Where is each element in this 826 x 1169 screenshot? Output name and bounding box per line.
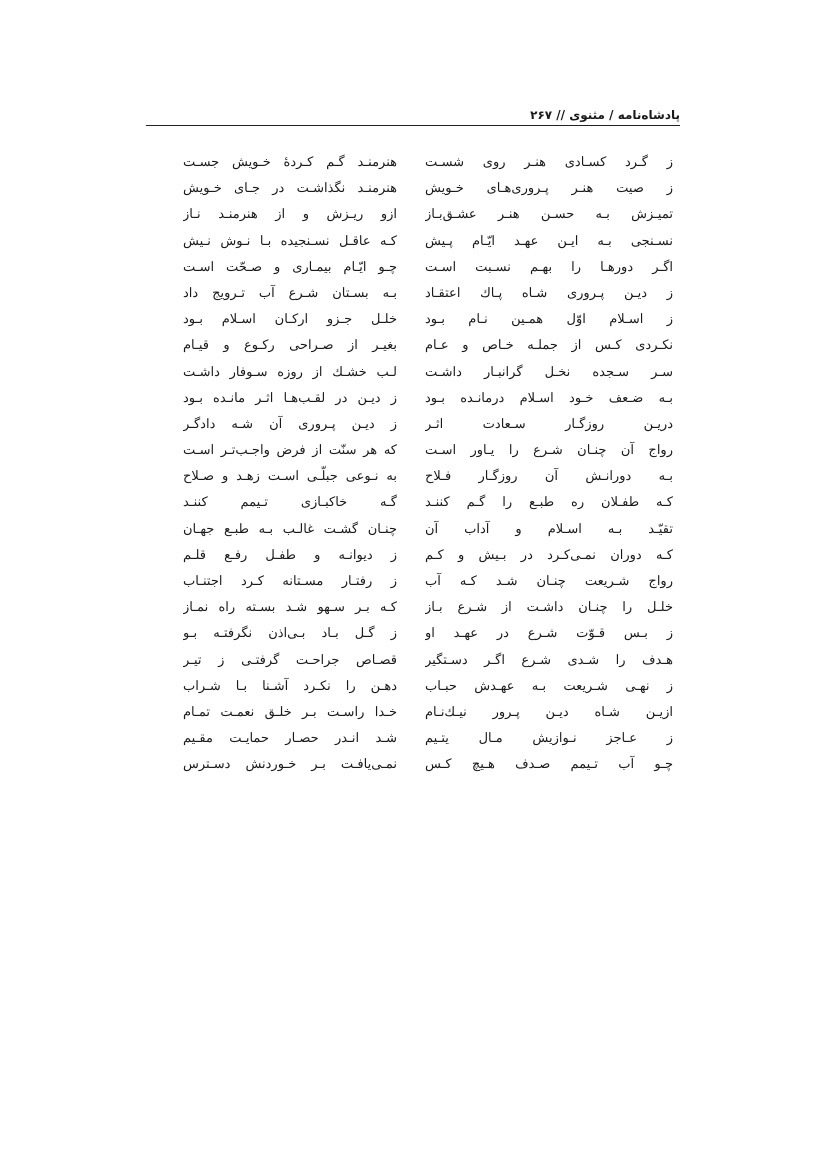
hemistich-left-1: هنرمنـد گـم كـردهٔ خـویش جسـت: [183, 155, 397, 170]
hemistich-left-11: ز دیـن پـروری آن شـه دادگـر: [183, 416, 397, 432]
hemistich-right-4: نسـنجی بـه ایـن عهـد ایّـام پـیش: [425, 233, 673, 249]
hemistich-left-15: چنـان گشـت غالـب بـه طبـع جهـان: [183, 521, 397, 537]
header-rule: [146, 125, 680, 126]
hemistich-left-18: كـه بـر سـهو شـد بسـته راه نمـاز: [183, 600, 397, 616]
hemistich-right-21: ز نهـی شـریعت بـه عهـدش حبـاب: [425, 678, 673, 694]
hemistich-left-12: كه هر سنّت از فرض واجـب‌تـر اسـت: [183, 443, 397, 459]
hemistich-left-20: قصـاص جراحـت گرفتـی ز تیـر: [183, 652, 397, 668]
hemistich-right-23: ز عـاجز نـوازیش مـال یتـیم: [425, 731, 673, 747]
hemistich-right-13: بـه دورانـش آن روزگـار فـلاح: [425, 469, 673, 485]
hemistich-left-16: ز دیوانـه و طفـل رفـع قلـم: [183, 547, 397, 563]
hemistich-left-21: دهـن را نكـرد آشـنا بـا شـراب: [183, 678, 397, 694]
hemistich-left-7: خلـل جـزو اركـان اسـلام بـود: [183, 312, 397, 328]
running-header: پادشاه‌نامه / مثنوی // ۲۶۷: [530, 108, 680, 122]
hemistich-right-16: كـه دوران نمـی‌كـرد در بـیش و كـم: [425, 547, 673, 563]
hemistich-left-9: لـب خشـك از روزه سـوفار داشـت: [183, 364, 397, 380]
hemistich-right-12: رواج آن چنـان شـرع را یـاور اسـت: [425, 443, 673, 459]
hemistich-right-9: سـر سـجده نخـل گرانبـار داشـت: [425, 364, 673, 380]
hemistich-right-15: تقیّـد بـه اسـلام و آداب آن: [425, 521, 673, 537]
hemistich-right-22: ازیـن شـاه دیـن پـرور نیـك‌نـام: [425, 704, 673, 720]
hemistich-left-3: ازو ریـزش و از هنرمنـد نـاز: [183, 207, 397, 223]
verse-column-left: [183, 150, 397, 773]
hemistich-right-18: خلـل را چنـان داشـت از شـرع بـاز: [425, 600, 673, 616]
hemistich-right-14: كـه طفـلان ره طبـع را گـم كننـد: [425, 495, 673, 511]
hemistich-right-24: چـو آب تـیمم صـدف هـیچ كـس: [425, 757, 673, 773]
hemistich-left-17: ز رفتـار مسـتانه كـرد اجتنـاب: [183, 574, 397, 589]
hemistich-right-1: ز گـرد كسـادی هنـر روی شسـت: [425, 155, 673, 170]
hemistich-right-19: ز بـس قـوّت شـرع در عهـد او: [425, 626, 673, 642]
hemistich-left-10: ز دیـن در لقـب‌هـا اثـر مانـده بـود: [183, 390, 397, 406]
hemistich-left-5: چـو ایّـام بیمـاری و صـحّت اسـت: [183, 259, 397, 275]
hemistich-right-8: نكـردی كـس از جملـه خـاص و عـام: [425, 338, 673, 354]
hemistich-left-24: نمـی‌یافـت بـر خـوردنش دسـترس: [183, 757, 397, 773]
hemistich-right-2: ز صیت هنـر پـروری‌هـای خـویش: [425, 181, 673, 197]
verse-column-right: [425, 150, 673, 773]
hemistich-right-11: دریـن روزگـار سـعادت اثـر: [425, 416, 673, 432]
hemistich-right-20: هـدف را شـدی شـرع اگـر دسـتگیر: [425, 652, 673, 668]
hemistich-left-4: كـه عاقـل نسـنجیده بـا نـوش نـیش: [183, 233, 397, 249]
hemistich-left-13: به نـوعی جبلّـی اسـت زهـد و صـلاح: [183, 469, 397, 485]
hemistich-right-6: ز دیـن پـروری شـاه پـاك اعتقـاد: [425, 285, 673, 301]
hemistich-right-3: تمیـزش بـه حسـن هنـر عشـق‌بـاز: [425, 207, 673, 223]
hemistich-left-23: شـد انـدر حصـار حمایـت مقـیم: [183, 731, 397, 747]
hemistich-right-5: اگـر دورهـا را بهـم نسـبت اسـت: [425, 259, 673, 275]
hemistich-left-8: بغیـر از صـراحی ركـوع و قیـام: [183, 338, 397, 354]
hemistich-left-22: خـدا راسـت بـر خلـق نعمـت تمـام: [183, 704, 397, 720]
hemistich-left-14: گـه خاكبـازی تـیمم كننـد: [183, 495, 397, 511]
hemistich-left-2: هنرمنـد نگذاشـت در جـای خـویش: [183, 181, 397, 197]
hemistich-right-10: بـه ضـعف خـود اسـلام درمانـده بـود: [425, 390, 673, 406]
hemistich-left-6: بـه بسـتان شـرع آب تـرویج داد: [183, 285, 397, 301]
hemistich-right-7: ز اسـلام اوّل همـین نـام بـود: [425, 312, 673, 328]
hemistich-right-17: رواج شـریعت چنـان شـد كـه آب: [425, 574, 673, 589]
hemistich-left-19: ز گـل بـاد بـی‌اذن نگرفتـه بـو: [183, 626, 397, 642]
